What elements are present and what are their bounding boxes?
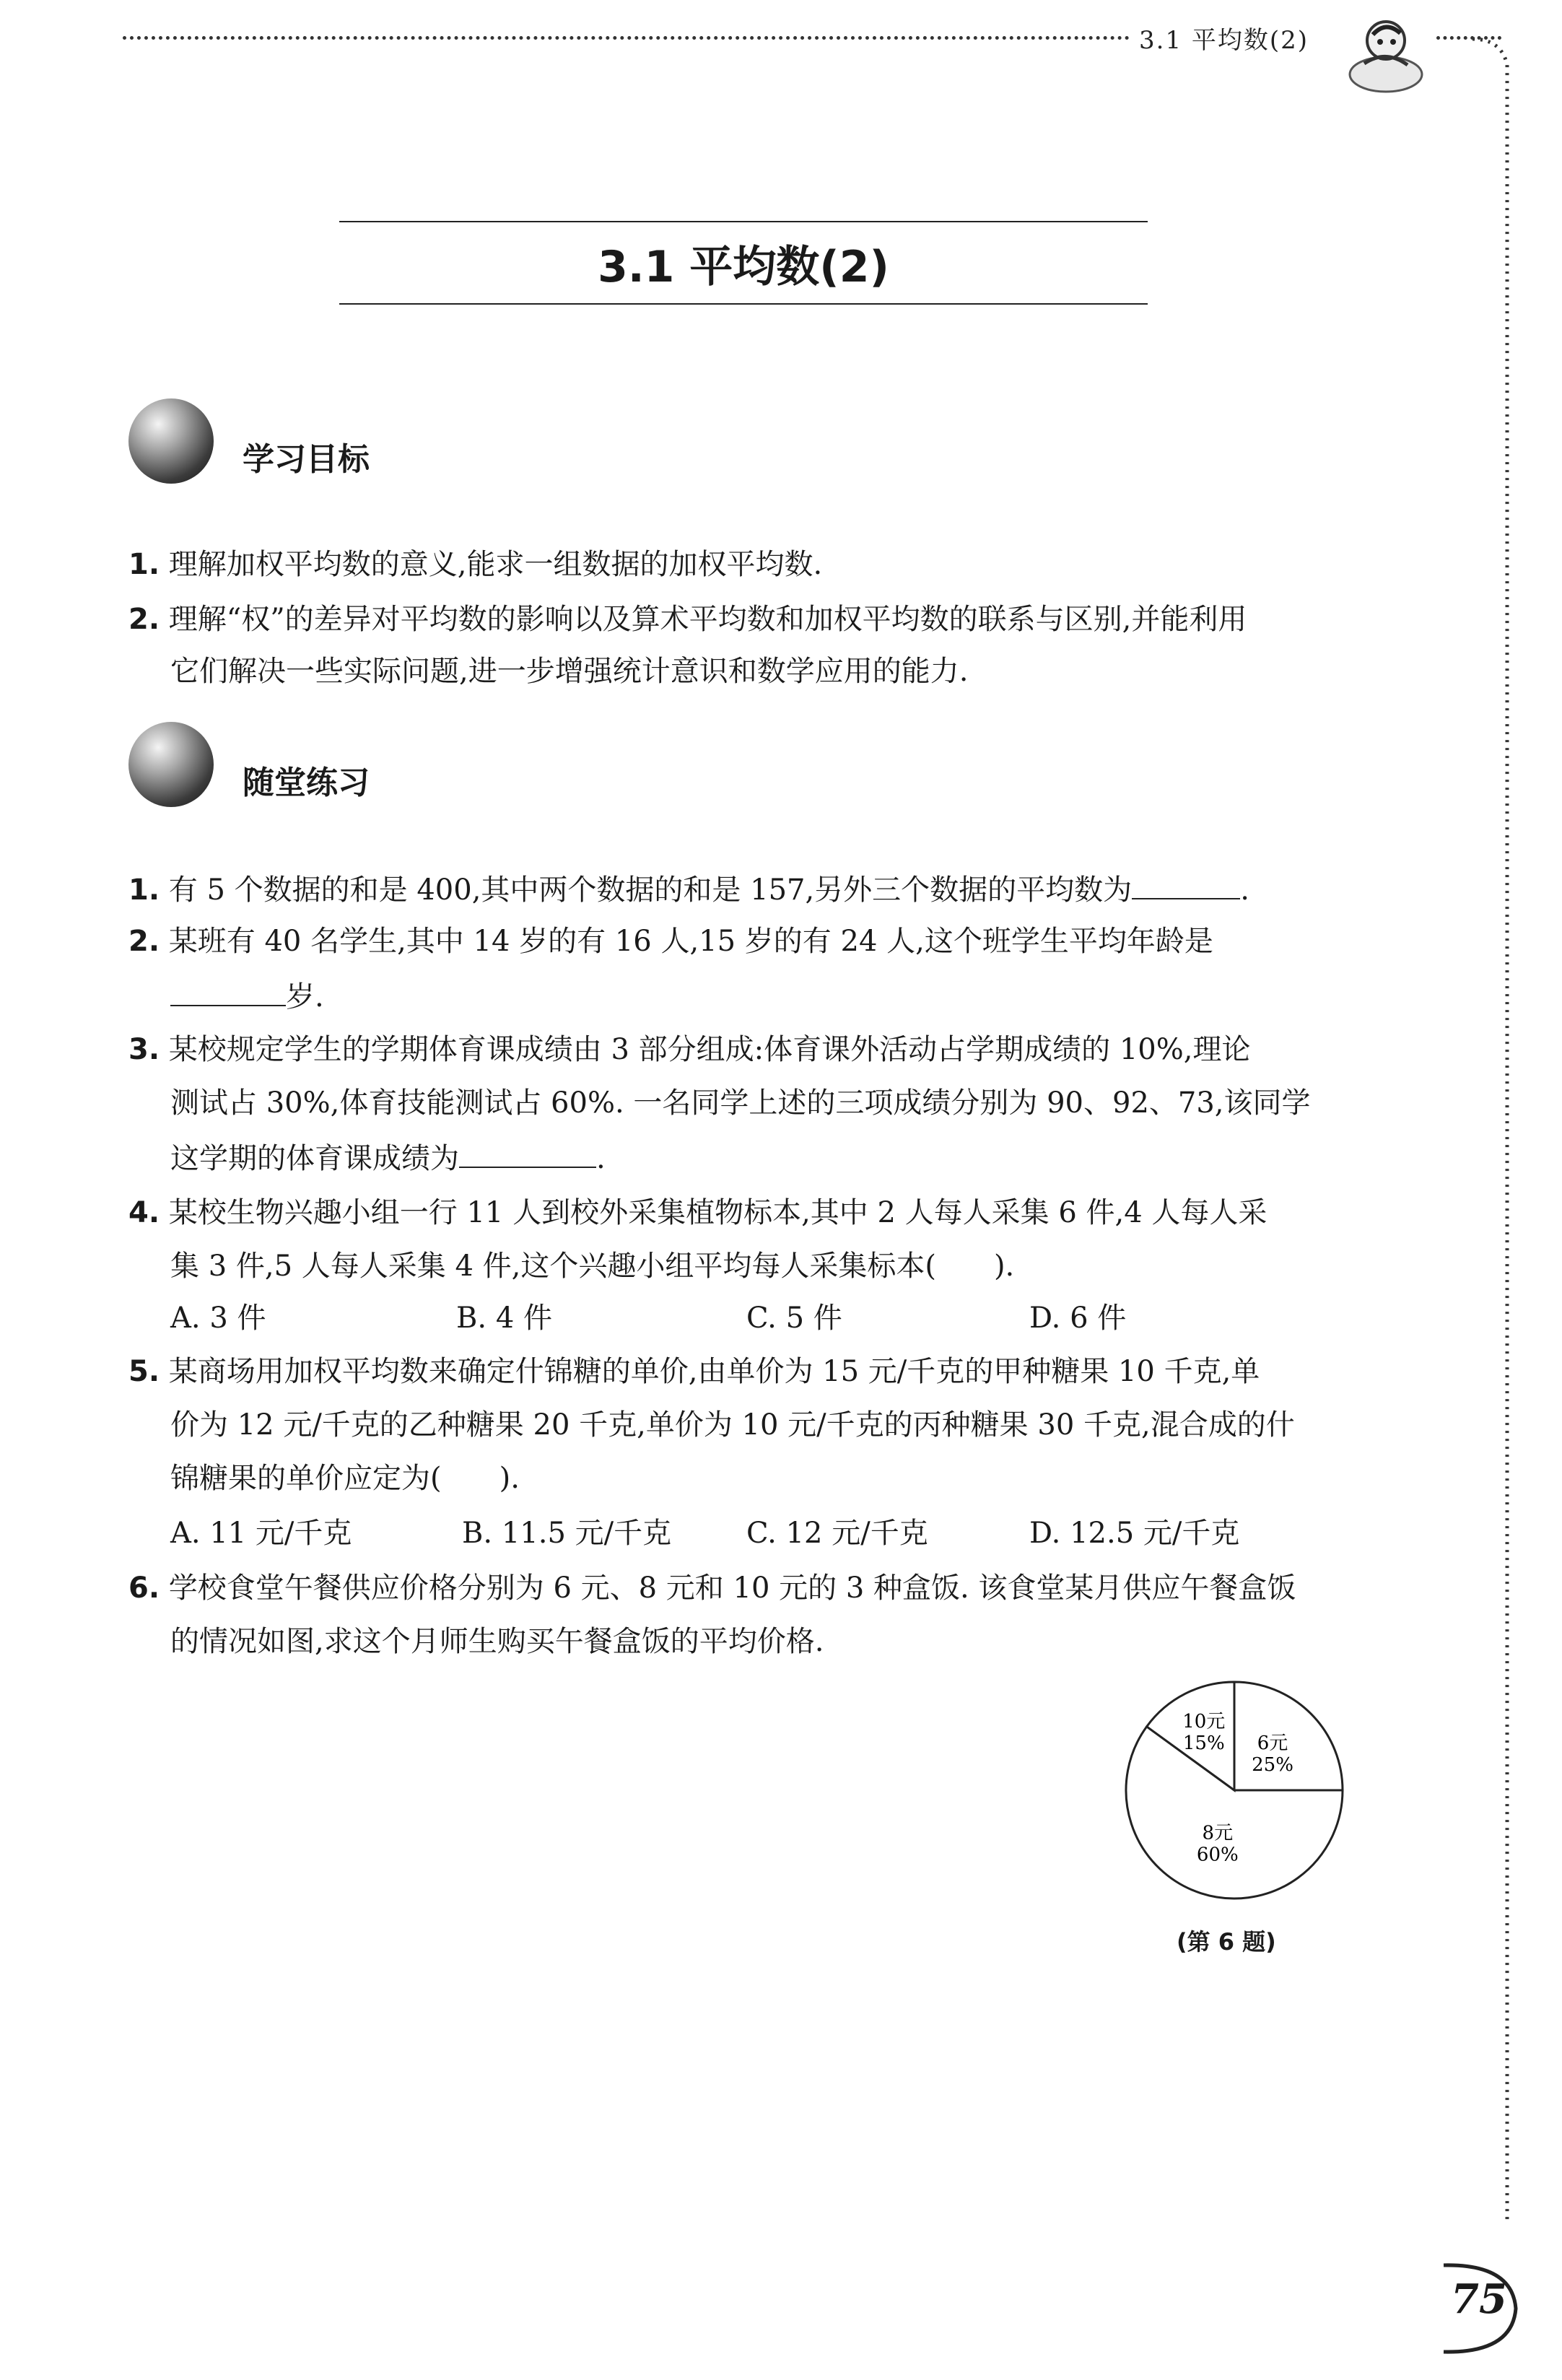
question-number: 1. xyxy=(128,873,160,907)
goal-number: 2. xyxy=(128,603,160,636)
goal-item-2-continued: 它们解决一些实际问题,进一步增强统计意识和数学应用的能力. xyxy=(170,655,969,688)
option-d[interactable]: D. 6 件 xyxy=(1029,1302,1127,1335)
question-end: . xyxy=(1240,873,1249,907)
question-4 xyxy=(128,1198,1267,1227)
question-3-line-3 xyxy=(170,1142,606,1173)
goal-item-2 xyxy=(128,605,1247,634)
question-number: 2. xyxy=(128,925,160,958)
question-end: 岁. xyxy=(286,980,324,1014)
question-text: 学校食堂午餐供应价格分别为 6 元、8 元和 10 元的 3 种盒饭. 该食堂某月供应午餐盒饭 xyxy=(168,1572,1296,1605)
option-b[interactable]: B. 11.5 元/千克 xyxy=(462,1517,672,1550)
question-5-line-3: 锦糖果的单价应定为( ). xyxy=(170,1462,520,1495)
question-3-line-2: 测试占 30%,体育技能测试占 60%. 一名同学上述的三项成绩分别为 90、92、73,该同学 xyxy=(170,1086,1311,1120)
option-b[interactable]: B. 4 件 xyxy=(456,1302,552,1335)
question-text: 有 5 个数据的和是 400,其中两个数据的和是 157,另外三个数据的平均数为 xyxy=(168,873,1133,907)
pie-slice-label: 6元 xyxy=(1257,1732,1288,1754)
section-heading-practice: 随堂练习 xyxy=(243,764,370,801)
goal-number: 1. xyxy=(128,548,160,581)
option-c[interactable]: C. 12 元/千克 xyxy=(746,1517,928,1550)
question-text: 某商场用加权平均数来确定什锦糖的单价,由单价为 15 元/千克的甲种糖果 10 千克,单 xyxy=(168,1355,1260,1388)
title-rule-top xyxy=(339,221,1148,222)
question-number: 3. xyxy=(128,1033,160,1066)
answer-blank[interactable] xyxy=(170,980,286,1006)
globe-icon xyxy=(128,722,214,807)
option-a[interactable]: A. 3 件 xyxy=(170,1302,266,1335)
answer-blank[interactable] xyxy=(459,1142,596,1168)
option-d[interactable]: D. 12.5 元/千克 xyxy=(1029,1517,1240,1550)
title-rule-bottom xyxy=(339,303,1148,305)
option-c[interactable]: C. 5 件 xyxy=(746,1302,842,1335)
question-end: . xyxy=(596,1142,606,1175)
question-number: 6. xyxy=(128,1572,160,1605)
question-text: 某校生物兴趣小组一行 11 人到校外采集植物标本,其中 2 人每人采集 6 件,4 人每人采 xyxy=(168,1196,1268,1229)
question-number: 4. xyxy=(128,1196,160,1229)
question-5 xyxy=(128,1357,1260,1386)
page-number: 75 xyxy=(1451,2275,1507,2323)
question-5-line-2: 价为 12 元/千克的乙种糖果 20 千克,单价为 10 元/千克的丙种糖果 30 千克,混合成的什 xyxy=(170,1408,1295,1442)
sphere-icon xyxy=(128,398,214,484)
mascot-illustration xyxy=(1335,6,1429,103)
question-text: 某校规定学生的学期体育课成绩由 3 部分组成:体育课外活动占学期成绩的 10%,理论 xyxy=(168,1033,1251,1066)
pie-slice-label: 8元 xyxy=(1202,1822,1234,1844)
header-dotted-rule xyxy=(123,36,1130,40)
question-3 xyxy=(128,1035,1250,1064)
section-heading-goals: 学习目标 xyxy=(243,441,370,478)
question-1 xyxy=(128,873,1249,905)
pie-chart xyxy=(1119,1675,1350,1909)
page-edge-dotted-frame xyxy=(1472,36,1545,2291)
pie-slice-label: 10元 xyxy=(1182,1711,1226,1733)
pie-slice-percent: 60% xyxy=(1196,1844,1239,1866)
running-header-title: 3.1 平均数(2) xyxy=(1139,26,1309,55)
page-title: 3.1 平均数(2) xyxy=(598,242,889,292)
answer-blank[interactable] xyxy=(1132,873,1240,899)
pie-slice-percent: 25% xyxy=(1252,1753,1293,1776)
goal-text: 理解加权平均数的意义,能求一组数据的加权平均数. xyxy=(168,548,823,581)
question-2 xyxy=(128,927,1213,956)
question-text: 这学期的体育课成绩为 xyxy=(170,1142,459,1175)
pie-slice-percent: 15% xyxy=(1182,1732,1225,1755)
question-4-line-2: 集 3 件,5 人每人采集 4 件,这个兴趣小组平均每人采集标本( ). xyxy=(170,1250,1015,1283)
goal-text: 理解“权”的差异对平均数的影响以及算术平均数和加权平均数的联系与区别,并能利用 xyxy=(168,603,1247,636)
goal-item-1 xyxy=(128,550,822,579)
question-2-continued xyxy=(170,980,324,1014)
chart-caption: (第 6 题) xyxy=(1177,1928,1276,1956)
option-a[interactable]: A. 11 元/千克 xyxy=(170,1517,352,1550)
question-6 xyxy=(128,1574,1296,1603)
question-number: 5. xyxy=(128,1355,160,1388)
question-6-line-2: 的情况如图,求这个月师生购买午餐盒饭的平均价格. xyxy=(170,1625,824,1658)
question-text: 某班有 40 名学生,其中 14 岁的有 16 人,15 岁的有 24 人,这个班学生平均年龄是 xyxy=(168,925,1213,958)
